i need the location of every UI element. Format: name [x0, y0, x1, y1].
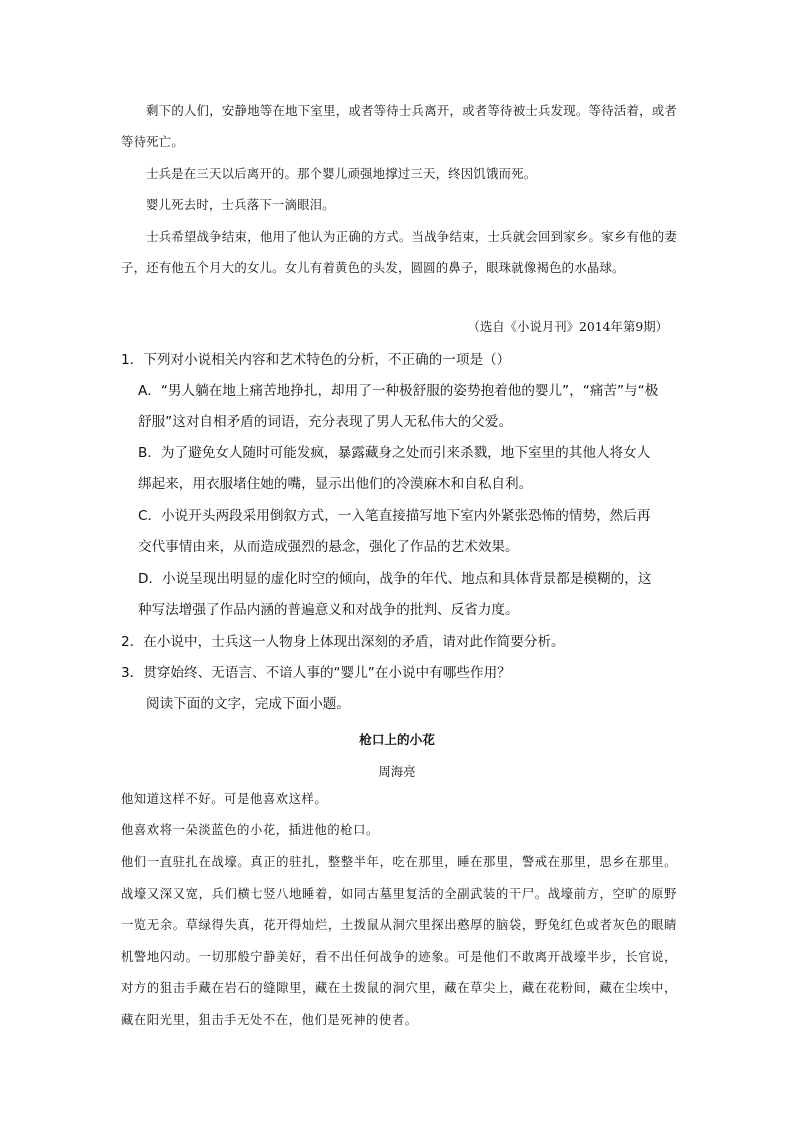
story-paragraph-2-text: 他喜欢将一朵淡蓝色的小花，插进他的枪口。: [121, 823, 379, 837]
option-d-line-2: 种写法增强了作品内涵的普遍意义和对战争的批判、反省力度。: [138, 602, 519, 618]
passage-paragraph-2: [121, 158, 677, 189]
option-c-line-2: 交代事情由来，从而造成强烈的悬念，强化了作品的艺术效果。: [138, 539, 519, 555]
story-paragraph-3: [121, 847, 677, 1037]
option-b-line-2: 绑起来，用衣服堵住她的嘴，显示出他们的冷漠麻木和自私自利。: [138, 476, 533, 492]
story-title: 枪口上的小花: [359, 732, 435, 747]
passage-paragraph-1: [121, 95, 677, 157]
question-3: 3．贯穿始终、无语言、不谙人事的“婴儿”在小说中有哪些作用？: [121, 665, 511, 681]
question-1-option-b: [138, 438, 676, 500]
question-1-option-d: [138, 564, 676, 626]
option-c-line-1: C．小说开头两段采用倒叙方式，一入笔直接描写地下室内外紧张恐怖的情势，然后再: [138, 508, 651, 524]
story-author: 周海亮: [378, 764, 416, 779]
question-1: 1．下列对小说相关内容和艺术特色的分析，不正确的一项是（）: [121, 352, 511, 368]
passage-paragraph-3: [121, 189, 677, 220]
story-paragraph-1: [121, 784, 677, 816]
story-paragraph-1-text: 他知道这样不好。可是他喜欢这样。: [121, 792, 328, 806]
reading-instruction: 阅读下面的文字，完成下面小题。: [146, 696, 350, 712]
option-b-line-1: B．为了避免女人随时可能发疯，暴露藏身之处而引来杀戮，地下室里的其他人将女人: [138, 445, 651, 461]
question-1-option-c: [138, 501, 676, 563]
story-paragraph-3-text: 他们一直驻扎在战壕。真正的驻扎，整整半年，吃在那里，睡在那里，警戒在那里，思乡在那里。战壕又深又宽，兵们横七竖八地睡着，如同古墓里复活的全副武装的干尸。战壕前方，空旷的原野一览无余。草绿得失真，花开得灿烂，土拨鼠从洞穴里探出憨厚的脑袋，野兔红色或者灰色的眼睛机警地闪动。一切那般宁静美好，看不出任何战争的迹象。可是他们不敢离开战壕半步，长官说，对方的狙击手藏在岩石的缝隙里，藏在土拨鼠的洞穴里，藏在草尖上，藏在花粉间，藏在尘埃中，藏在阳光里，狙击手无处不在，他们是死神的使者。: [121, 855, 677, 1027]
question-1-option-a: [138, 376, 676, 438]
passage-paragraph-4-text: 士兵希望战争结束，他用了他认为正确的方式。当战争结束，士兵就会回到家乡。家乡有他的妻子，还有他五个月大的女儿。女儿有着黄色的头发，圆圆的鼻子，眼珠就像褐色的水晶球。: [121, 229, 677, 275]
passage-paragraph-1-text: 剩下的人们，安静地等在地下室里，或者等待士兵离开，或者等待被士兵发现。等待活着，或者等待死亡。: [121, 103, 677, 149]
question-2: 2．在小说中，士兵这一人物身上体现出深刻的矛盾，请对此作简要分析。: [121, 634, 565, 650]
option-a-line-2: 舒服”这对自相矛盾的词语，充分表现了男人无私伟大的父爱。: [138, 414, 513, 430]
passage-paragraph-3-text: 婴儿死去时，士兵落下一滴眼泪。: [146, 197, 335, 212]
story-paragraph-2: [121, 815, 677, 847]
passage-source: （选自《小说月刊》2014年第9期）: [467, 319, 668, 334]
option-d-line-1: D．小说呈现出明显的虚化时空的倾向，战争的年代、地点和具体背景都是模糊的，这: [138, 571, 652, 587]
option-a-line-1: A．“男人躺在地上痛苦地挣扎，却用了一种极舒服的姿势抱着他的婴儿”，“痛苦”与“极: [138, 383, 659, 399]
passage-paragraph-4: [121, 221, 677, 283]
passage-paragraph-2-text: 士兵是在三天以后离开的。那个婴儿顽强地撑过三天，终因饥饿而死。: [146, 166, 537, 181]
